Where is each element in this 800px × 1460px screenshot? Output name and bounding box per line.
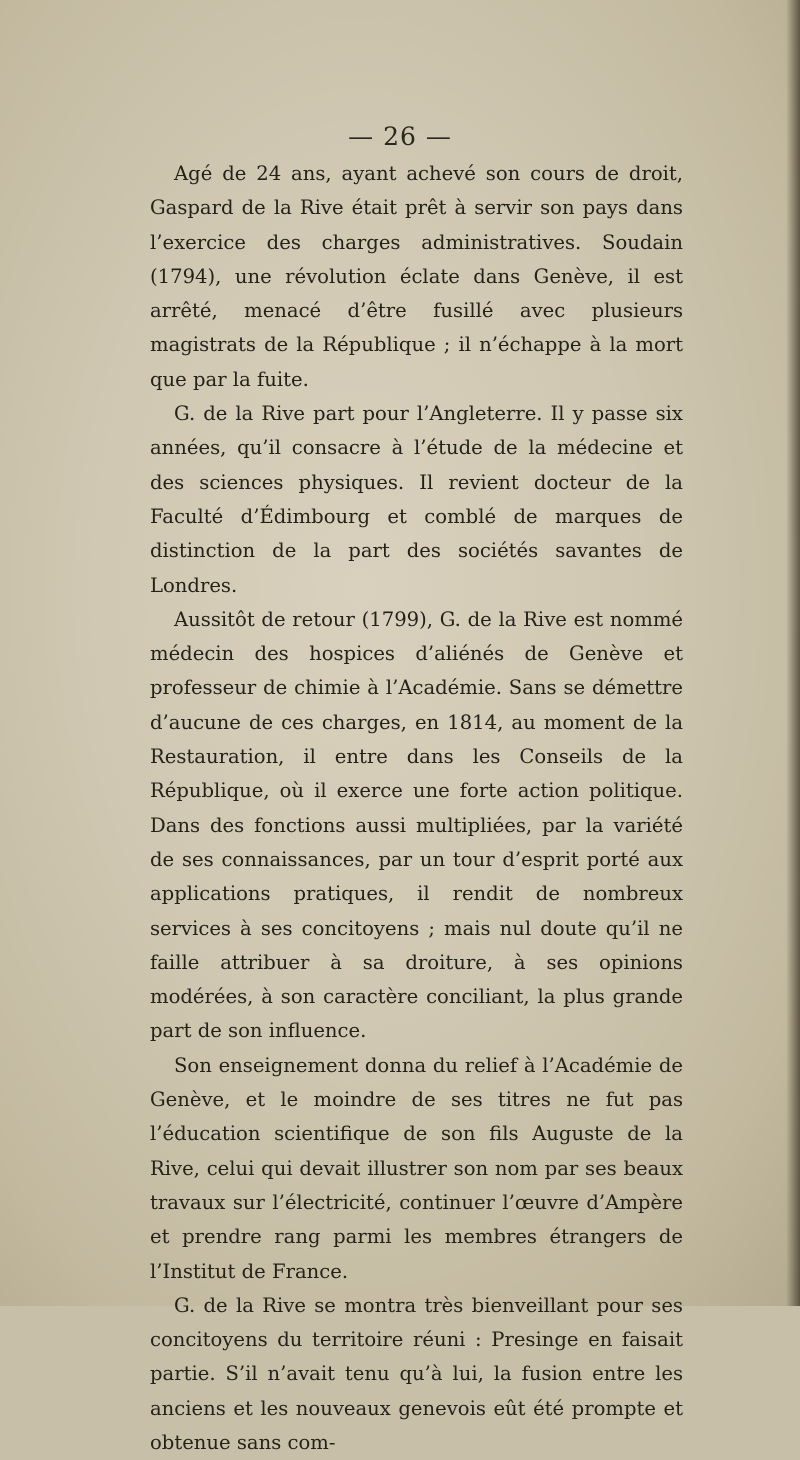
page-edge-shadow [786, 0, 800, 1306]
paragraph-1: Agé de 24 ans, ayant achevé son cours de droit, Gaspard de la Rive était prêt à servir son pays dans l’exercice des charges administratives. Soudain (1794), une révolution éclate dans Genève, il est arrêté, menacé d’être fusillé avec plusieurs magistrats de la République ; il n’échappe à la mort que par la fuite. [150, 162, 683, 391]
paragraph-3: Aussitôt de retour (1799), G. de la Rive est nommé médecin des hospices d’aliénés de Genève et professeur de chimie à l’Académie. Sans se démettre d’aucune de ces charges, en 1814, au moment de la Restauration, il entre dans les Conseils de la République, où il exerce une forte action politique. Dans des fonctions aussi multipliées, par la variété de ses connaissances, par un tour d’esprit porté aux applications pratiques, il rendit de nombreux services à ses concitoyens ; mais nul doute qu’il ne faille attribuer à sa droiture, à ses opinions modérées, à son caractère conciliant, la plus grande part de son influence. [150, 607, 683, 1043]
paragraph-5: G. de la Rive se montra très bienveillant pour ses concitoyens du territoire réuni : Presinge en faisait partie. S’il n’avait tenu qu’à lui, la fusion entre les anciens et les nouveaux genevois eût été prompte et obtenue sans com- [150, 1293, 683, 1454]
paragraph-2: G. de la Rive part pour l’Angleterre. Il y passe six années, qu’il consacre à l’étude de la médecine et des sciences physiques. Il revient docteur de la Faculté d’Édimbourg et comblé de marques de distinction de la part des sociétés savantes de Londres. [150, 402, 683, 597]
body-text [150, 157, 683, 1460]
page-number: — 26 — [348, 122, 452, 151]
paragraph-4: Son enseignement donna du relief à l’Académie de Genève, et le moindre de ses titres ne fut pas l’éducation scientifique de son fils Auguste de la Rive, celui qui devait illustrer son nom par ses beaux travaux sur l’électricité, continuer l’œuvre d’Ampère et prendre rang parmi les membres étrangers de l’Institut de France. [150, 1053, 683, 1283]
